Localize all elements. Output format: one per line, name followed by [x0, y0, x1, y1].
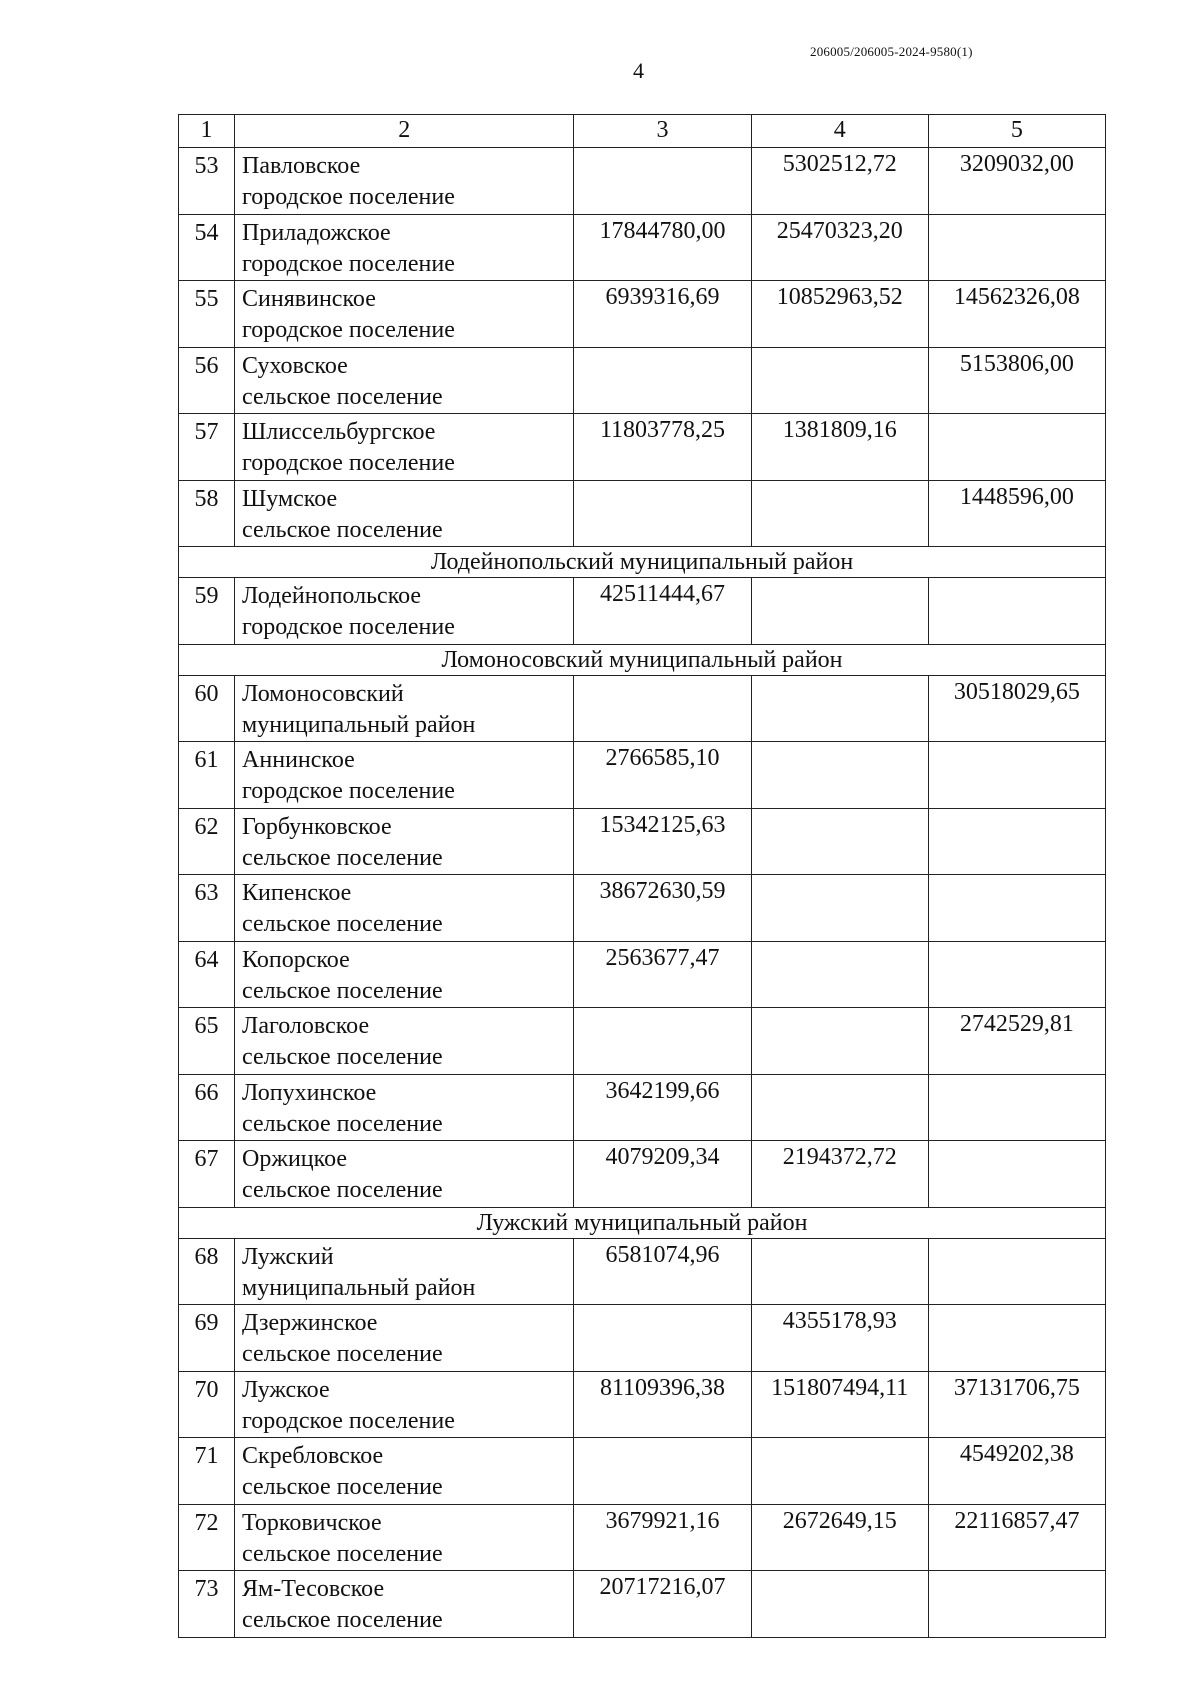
amount-column-4	[751, 808, 928, 875]
amount-column-3: 2563677,47	[574, 941, 751, 1008]
amount-column-5	[928, 941, 1105, 1008]
amount-column-3	[574, 148, 751, 215]
amount-column-4	[751, 675, 928, 742]
column-number: 2	[235, 115, 574, 148]
settlement-type: сельское поселение	[242, 1607, 443, 1633]
settlement-type: сельское поселение	[242, 516, 443, 543]
settlement-type: муниципальный район	[242, 711, 476, 738]
settlement-name-cell	[235, 875, 574, 942]
amount-column-4	[751, 1571, 928, 1638]
row-number: 56	[179, 347, 235, 414]
row-number: 61	[179, 742, 235, 809]
amount-column-5	[928, 1305, 1105, 1372]
table-row	[179, 875, 1106, 942]
amount-column-3	[574, 1008, 751, 1075]
row-number: 72	[179, 1504, 235, 1571]
settlement-name-cell	[235, 742, 574, 809]
amount-column-5: 30518029,65	[928, 675, 1105, 742]
amount-column-4	[751, 941, 928, 1008]
amount-column-4: 2194372,72	[751, 1141, 928, 1208]
settlement-name: Лопухинское	[242, 1079, 377, 1106]
table-row	[179, 1074, 1106, 1141]
amount-column-5	[928, 1571, 1105, 1638]
settlement-name-cell	[235, 1438, 574, 1505]
settlement-name-cell	[235, 808, 574, 875]
amount-column-4	[751, 1438, 928, 1505]
amount-column-3: 20717216,07	[574, 1571, 751, 1638]
settlement-type: сельское поселение	[242, 1540, 443, 1567]
amount-column-5	[928, 808, 1105, 875]
settlement-type: городское поселение	[242, 778, 455, 804]
settlement-type: городское поселение	[242, 184, 455, 210]
settlement-type: городское поселение	[242, 614, 455, 640]
settlement-name: Лужский	[242, 1243, 334, 1270]
settlement-type: сельское поселение	[242, 844, 443, 871]
column-number: 5	[928, 115, 1105, 148]
amount-column-4	[751, 1074, 928, 1141]
table-row	[179, 1504, 1106, 1571]
settlement-name: Кипенское	[242, 880, 352, 906]
amount-column-5	[928, 875, 1105, 942]
amount-column-5	[928, 578, 1105, 645]
amount-column-5: 22116857,47	[928, 1504, 1105, 1571]
table-row	[179, 941, 1106, 1008]
amount-column-5	[928, 1141, 1105, 1208]
row-number: 66	[179, 1074, 235, 1141]
settlement-name: Суховское	[242, 352, 348, 379]
table-row	[179, 1141, 1106, 1208]
amount-column-4: 5302512,72	[751, 148, 928, 215]
amount-column-3	[574, 1305, 751, 1372]
settlement-name: Лужское	[242, 1376, 330, 1403]
settlement-name: Скребловское	[242, 1443, 384, 1469]
settlement-name: Дзержинское	[242, 1310, 378, 1336]
settlement-type: сельское поселение	[242, 1110, 443, 1137]
table-row	[179, 281, 1106, 348]
settlement-name-cell	[235, 414, 574, 481]
settlement-type: сельское поселение	[242, 977, 443, 1004]
document-reference-number: 206005/206005-2024-9580(1)	[810, 44, 973, 59]
amount-column-3: 11803778,25	[574, 414, 751, 481]
district-name: Лодейнопольский муниципальный район	[179, 547, 1106, 578]
table-row	[179, 1008, 1106, 1075]
settlement-name: Лодейнопольское	[242, 583, 422, 609]
settlement-type: муниципальный район	[242, 1274, 476, 1301]
table-row	[179, 1305, 1106, 1372]
table-body	[179, 115, 1106, 1638]
amount-column-3: 15342125,63	[574, 808, 751, 875]
settlement-type: сельское поселение	[242, 1474, 443, 1500]
settlement-type: сельское поселение	[242, 911, 443, 937]
amount-column-3	[574, 480, 751, 547]
settlement-name: Приладожское	[242, 219, 391, 246]
column-number: 1	[179, 115, 235, 148]
table-row	[179, 675, 1106, 742]
row-number: 69	[179, 1305, 235, 1372]
page-number: 4	[633, 58, 644, 83]
settlement-name-cell	[235, 1571, 574, 1638]
column-number: 4	[751, 115, 928, 148]
settlement-type: городское поселение	[242, 250, 455, 277]
district-name: Лужский муниципальный район	[179, 1207, 1106, 1238]
settlement-type: городское поселение	[242, 450, 455, 476]
table-row	[179, 414, 1106, 481]
settlement-name-cell	[235, 281, 574, 348]
settlement-name: Синявинское	[242, 286, 376, 312]
settlement-name-cell	[235, 1074, 574, 1141]
amount-column-5: 3209032,00	[928, 148, 1105, 215]
amount-column-4: 1381809,16	[751, 414, 928, 481]
row-number: 68	[179, 1238, 235, 1305]
settlement-name-cell	[235, 214, 574, 281]
amount-column-5	[928, 414, 1105, 481]
column-number: 3	[574, 115, 751, 148]
row-number: 70	[179, 1371, 235, 1438]
settlement-name-cell	[235, 148, 574, 215]
row-number: 65	[179, 1008, 235, 1075]
row-number: 55	[179, 281, 235, 348]
amount-column-3: 4079209,34	[574, 1141, 751, 1208]
amount-column-3: 3642199,66	[574, 1074, 751, 1141]
table-row	[179, 1571, 1106, 1638]
amount-column-3	[574, 347, 751, 414]
amount-column-5: 2742529,81	[928, 1008, 1105, 1075]
district-header-row	[179, 644, 1106, 675]
settlement-name: Шлиссельбургское	[242, 419, 436, 445]
amount-column-5	[928, 1238, 1105, 1305]
amount-column-5: 37131706,75	[928, 1371, 1105, 1438]
settlement-name-cell	[235, 941, 574, 1008]
amount-column-3	[574, 675, 751, 742]
amount-column-4	[751, 1238, 928, 1305]
settlement-type: городское поселение	[242, 1407, 455, 1434]
amount-column-3: 38672630,59	[574, 875, 751, 942]
row-number: 64	[179, 941, 235, 1008]
amount-column-4	[751, 875, 928, 942]
settlement-name-cell	[235, 675, 574, 742]
settlement-type: сельское поселение	[242, 383, 443, 410]
amount-column-5: 4549202,38	[928, 1438, 1105, 1505]
settlements-table	[178, 114, 1106, 1638]
settlement-type: сельское поселение	[242, 1177, 443, 1203]
amount-column-4	[751, 480, 928, 547]
row-number: 67	[179, 1141, 235, 1208]
amount-column-3: 42511444,67	[574, 578, 751, 645]
settlement-name-cell	[235, 1305, 574, 1372]
amount-column-3: 2766585,10	[574, 742, 751, 809]
settlement-type: городское поселение	[242, 317, 455, 343]
amount-column-4	[751, 742, 928, 809]
amount-column-5: 14562326,08	[928, 281, 1105, 348]
settlement-name-cell	[235, 578, 574, 645]
amount-column-4: 2672649,15	[751, 1504, 928, 1571]
settlement-name-cell	[235, 1504, 574, 1571]
row-number: 58	[179, 480, 235, 547]
amount-column-5	[928, 742, 1105, 809]
amount-column-4	[751, 347, 928, 414]
settlement-type: сельское поселение	[242, 1341, 443, 1367]
column-number-row	[179, 115, 1106, 148]
amount-column-5	[928, 214, 1105, 281]
amount-column-5	[928, 1074, 1105, 1141]
district-header-row	[179, 547, 1106, 578]
row-number: 60	[179, 675, 235, 742]
row-number: 59	[179, 578, 235, 645]
amount-column-4: 10852963,52	[751, 281, 928, 348]
table-row	[179, 480, 1106, 547]
row-number: 57	[179, 414, 235, 481]
table-row	[179, 1371, 1106, 1438]
row-number: 73	[179, 1571, 235, 1638]
settlement-name-cell	[235, 347, 574, 414]
settlement-name-cell	[235, 1008, 574, 1075]
settlement-name: Оржицкое	[242, 1146, 348, 1172]
table-row	[179, 742, 1106, 809]
amount-column-5: 1448596,00	[928, 480, 1105, 547]
settlement-name: Шумское	[242, 485, 338, 512]
table-row	[179, 808, 1106, 875]
settlement-name: Ломоносовский	[242, 680, 404, 707]
settlement-type: сельское поселение	[242, 1044, 443, 1070]
row-number: 63	[179, 875, 235, 942]
row-number: 71	[179, 1438, 235, 1505]
amount-column-4: 4355178,93	[751, 1305, 928, 1372]
table-row	[179, 1438, 1106, 1505]
table-row	[179, 1238, 1106, 1305]
row-number: 54	[179, 214, 235, 281]
settlement-name-cell	[235, 1238, 574, 1305]
amount-column-3: 6581074,96	[574, 1238, 751, 1305]
settlement-name: Ям-Тесовское	[242, 1576, 385, 1602]
table-row	[179, 347, 1106, 414]
row-number: 53	[179, 148, 235, 215]
settlement-name: Торковичское	[242, 1509, 382, 1536]
settlement-name-cell	[235, 480, 574, 547]
amount-column-3: 17844780,00	[574, 214, 751, 281]
district-name: Ломоносовский муниципальный район	[179, 644, 1106, 675]
settlement-name-cell	[235, 1371, 574, 1438]
settlement-name: Аннинское	[242, 747, 355, 773]
amount-column-3: 81109396,38	[574, 1371, 751, 1438]
settlement-name: Копорское	[242, 946, 350, 973]
row-number: 62	[179, 808, 235, 875]
amount-column-3: 6939316,69	[574, 281, 751, 348]
settlement-name-cell	[235, 1141, 574, 1208]
settlement-name: Лаголовское	[242, 1013, 370, 1039]
amount-column-4: 151807494,11	[751, 1371, 928, 1438]
amount-column-3: 3679921,16	[574, 1504, 751, 1571]
table-row	[179, 214, 1106, 281]
table-row	[179, 578, 1106, 645]
amount-column-5: 5153806,00	[928, 347, 1105, 414]
district-header-row	[179, 1207, 1106, 1238]
amount-column-4	[751, 578, 928, 645]
amount-column-4	[751, 1008, 928, 1075]
settlement-name: Павловское	[242, 153, 361, 179]
amount-column-3	[574, 1438, 751, 1505]
table-row	[179, 148, 1106, 215]
amount-column-4: 25470323,20	[751, 214, 928, 281]
settlement-name: Горбунковское	[242, 813, 392, 840]
